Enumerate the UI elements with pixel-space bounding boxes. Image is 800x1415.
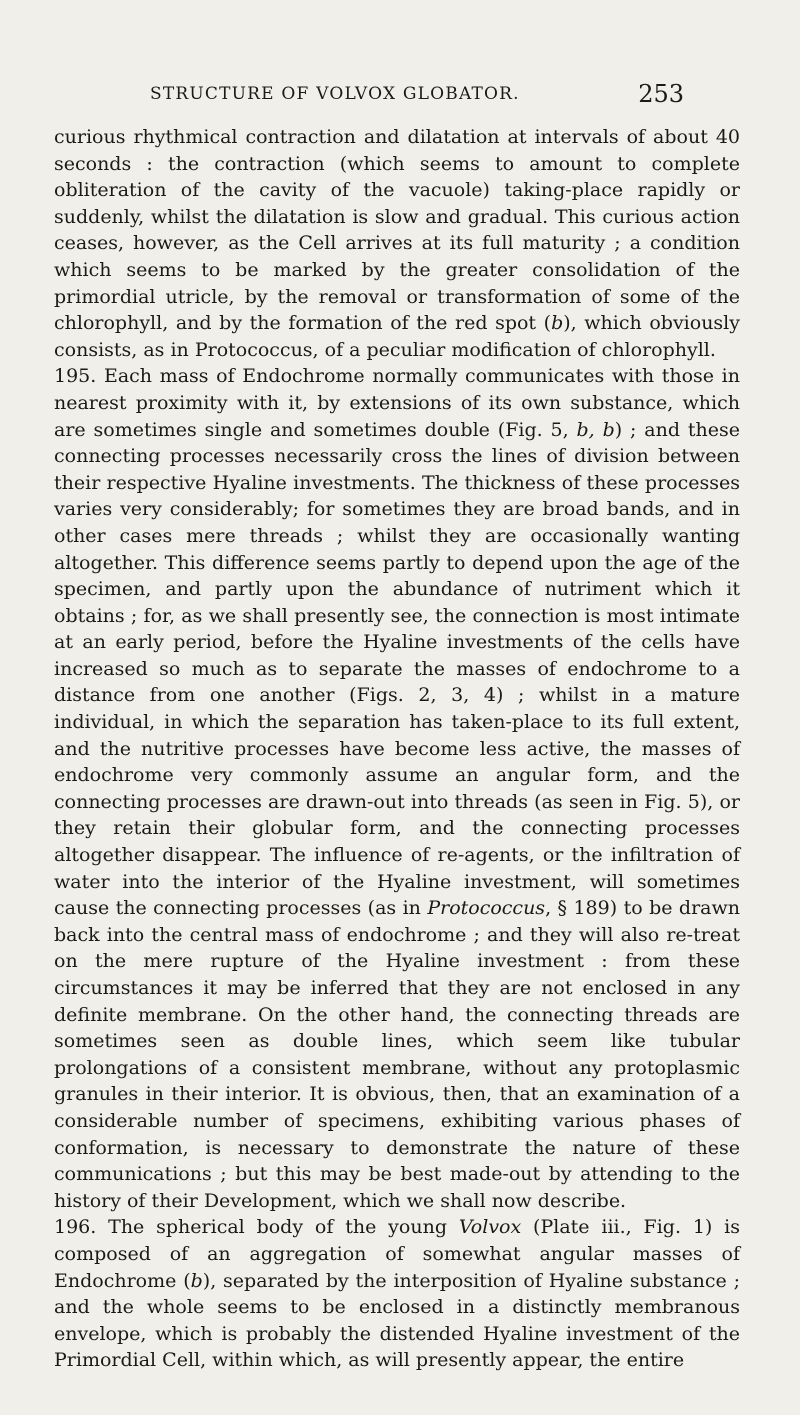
text-run-italic: Protococcus <box>427 897 546 920</box>
text-run-italic: Volvox <box>458 1216 522 1239</box>
paragraph-196 <box>54 1214 740 1374</box>
text-run: ), separated by the interposition of Hyaline substance ; and the whole seems to be enclosed in a distinctly membranous envelope, which is probably the distended Hyaline investment of the Primordial Cell, within which, as will presently appear, the entire <box>54 1269 740 1372</box>
paragraph-number: 195. <box>54 365 97 388</box>
text-run: Each mass of Endochrome normally communicates with those in nearest proximity with it, by extensions of its own substance, which are sometimes single and sometimes double (Fig. 5, <box>54 365 740 441</box>
text-run: The spherical body of the young <box>96 1216 459 1239</box>
text-run-italic: b <box>551 312 564 335</box>
text-run: curious rhythmical contraction and dilatation at intervals of about 40 seconds : the contraction (which seems to amount to complete obliteration of the cavity of the vacuole) taking-place rapidly or suddenly, whilst the dilatation is slow and gradual. This curious action ceases, however, as the Cell arrives at its full maturity ; a condition which seems to be marked by the greater consolidation of the primordial utricle, by the removal or transformation of some of the chlorophyll, and by the formation of the red spot ( <box>54 126 740 335</box>
paragraph-number: 196. <box>54 1216 97 1239</box>
body-text <box>54 124 740 1374</box>
running-head-title: STRUCTURE OF VOLVOX GLOBATOR. <box>150 84 520 104</box>
page-number: 253 <box>638 80 684 108</box>
paragraph-195 <box>54 363 740 1214</box>
text-run-italic: b <box>190 1269 203 1292</box>
text-run-italic: b, b <box>576 418 615 441</box>
paragraph-continued <box>54 124 740 363</box>
text-run: ) ; and these connecting processes necessarily cross the lines of division between their respective Hyaline investments. The thickness of these processes varies very considerably; for sometimes they are broad bands, and in other cases mere threads ; whilst they are occasionally wanting altogether. This difference seems partly to depend upon the age of the specimen, and partly upon the abundance of nutriment which it obtains ; for, as we shall presently see, the connection is most intimate at an early period, before the Hyaline investments of the cells have increased so much as to separate the masses of endochrome to a distance from one another (Figs. 2, 3, 4) ; whilst in a mature individual, in which the separation has taken-place to its full extent, and the nutritive processes have become less active, the masses of endochrome very commonly assume an angular form, and the connecting processes are drawn-out into threads (as seen in Fig. 5), or they retain their globular form, and the connecting processes altogether disappear. The influence of re-agents, or the infiltration of water into the interior of the Hyaline investment, will sometimes cause the connecting processes (as in <box>54 418 740 920</box>
text-run: , § 189) to be drawn back into the central mass of endochrome ; and they will also re-treat on the mere rupture of the Hyaline investment : from these circumstances it may be inferred that they are not enclosed in any definite membrane. On the other hand, the connecting threads are sometimes seen as double lines, which seem like tubular prolongations of a consistent membrane, without any protoplasmic granules in their interior. It is obvious, then, that an examination of a considerable number of specimens, exhibiting various phases of conformation, is necessary to demonstrate the nature of these communications ; but this may be best made-out by attending to the history of their Development, which we shall now describe. <box>54 897 740 1212</box>
text-run: (Plate iii., Fig. 1) is composed of an aggregation of somewhat angular masses of Endochrome ( <box>54 1216 740 1292</box>
text-run: ), which obviously consists, as in Protococcus, of a peculiar modification of chlorophyll. <box>54 312 740 361</box>
